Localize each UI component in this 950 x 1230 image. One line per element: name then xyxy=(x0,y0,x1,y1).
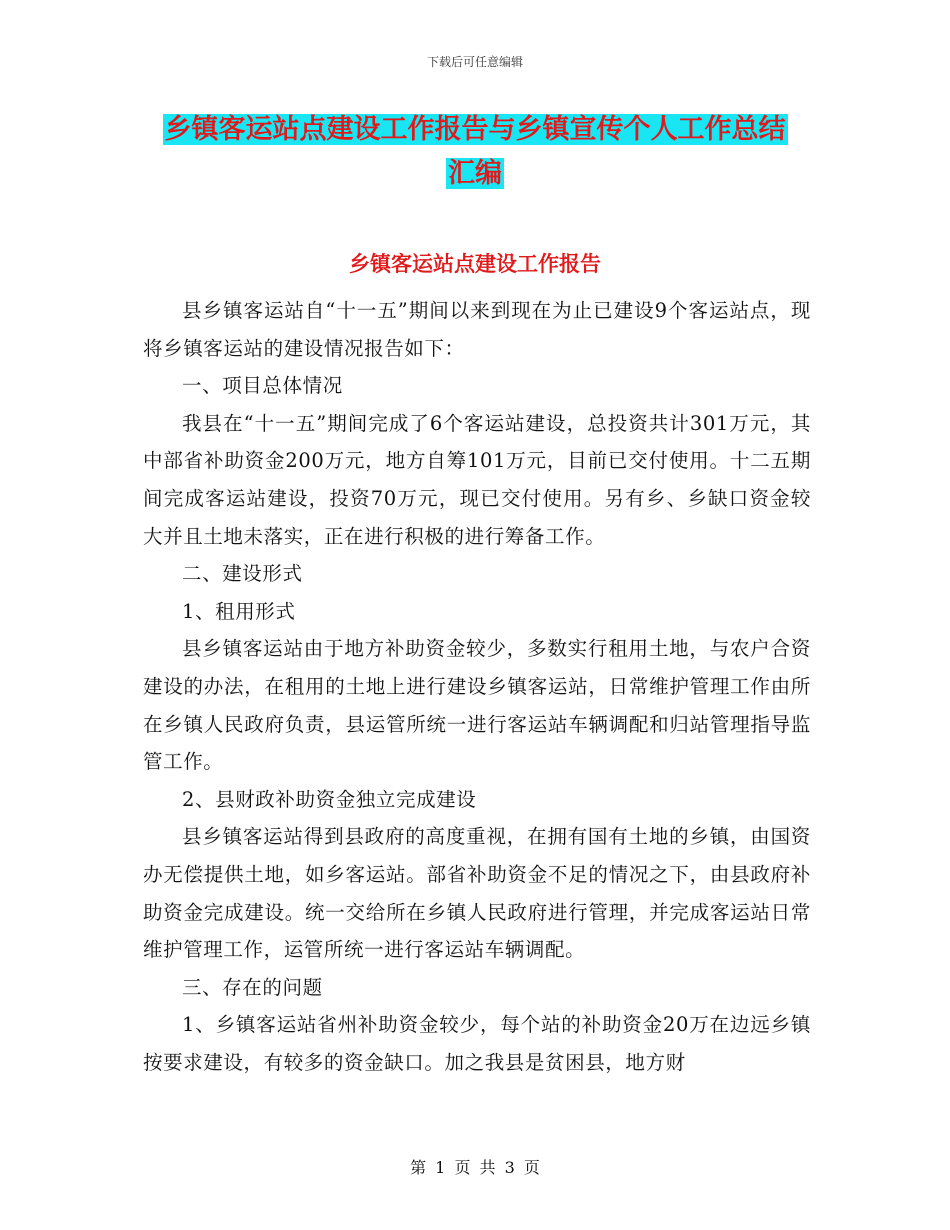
title-highlight: 乡镇客运站点建设工作报告与乡镇宣传个人工作总结 xyxy=(164,114,786,145)
heading-overview: 一、项目总体情况 xyxy=(182,374,343,398)
paragraph-county-funding: 县乡镇客运站得到县政府的高度重视，在拥有国有土地的乡镇，由国资办无偿提供土地，如乡客运站。部省补助资金不足的情况之下，由县政府补助资金完成建设。统一交给所在乡镇人民政府进行管理，并完成客运站日常维护管理工作，运管所统一进行客运站车辆调配。 xyxy=(143,825,811,962)
subheading-county-funding: 2、县财政补助资金独立完成建设 xyxy=(182,787,477,811)
document-title-line-1 xyxy=(140,112,810,148)
section-title: 乡镇客运站点建设工作报告 xyxy=(349,252,601,276)
header-note: 下载后可任意编辑 xyxy=(426,55,523,69)
heading-construction-form: 二、建设形式 xyxy=(182,562,303,586)
paragraph-lease: 县乡镇客运站由于地方补助资金较少，多数实行租用土地，与农户合资建设的办法，在租用的土地上进行建设乡镇客运站，日常维护管理工作由所在乡镇人民政府负责，县运管所统一进行客运站车辆调配和归站管理指导监管工作。 xyxy=(143,637,811,774)
document-body xyxy=(143,292,811,1081)
paragraph-problems: 1、乡镇客运站省州补助资金较少，每个站的补助资金20万在边远乡镇按要求建设，有较多的资金缺口。加之我县是贫困县，地方财 xyxy=(143,1013,811,1074)
paragraph-intro: 县乡镇客运站自“十一五”期间以来到现在为止已建设9个客运站点，现将乡镇客运站的建设情况报告如下： xyxy=(143,299,811,360)
subheading-lease: 1、租用形式 xyxy=(182,599,296,623)
title-highlight: 汇编 xyxy=(448,158,502,189)
heading-problems: 三、存在的问题 xyxy=(182,975,323,999)
paragraph-overview: 我县在“十一五”期间完成了6个客运站建设，总投资共计301万元，其中部省补助资金200万元，地方自筹101万元，目前已交付使用。十二五期间完成客运站建设，投资70万元，现已交付使用。另有乡、乡缺口资金较大并且土地未落实，正在进行积极的进行筹备工作。 xyxy=(143,411,811,548)
document-title-line-2 xyxy=(140,156,810,192)
page-footer: 第 1 页 共 3 页 xyxy=(410,1158,540,1177)
